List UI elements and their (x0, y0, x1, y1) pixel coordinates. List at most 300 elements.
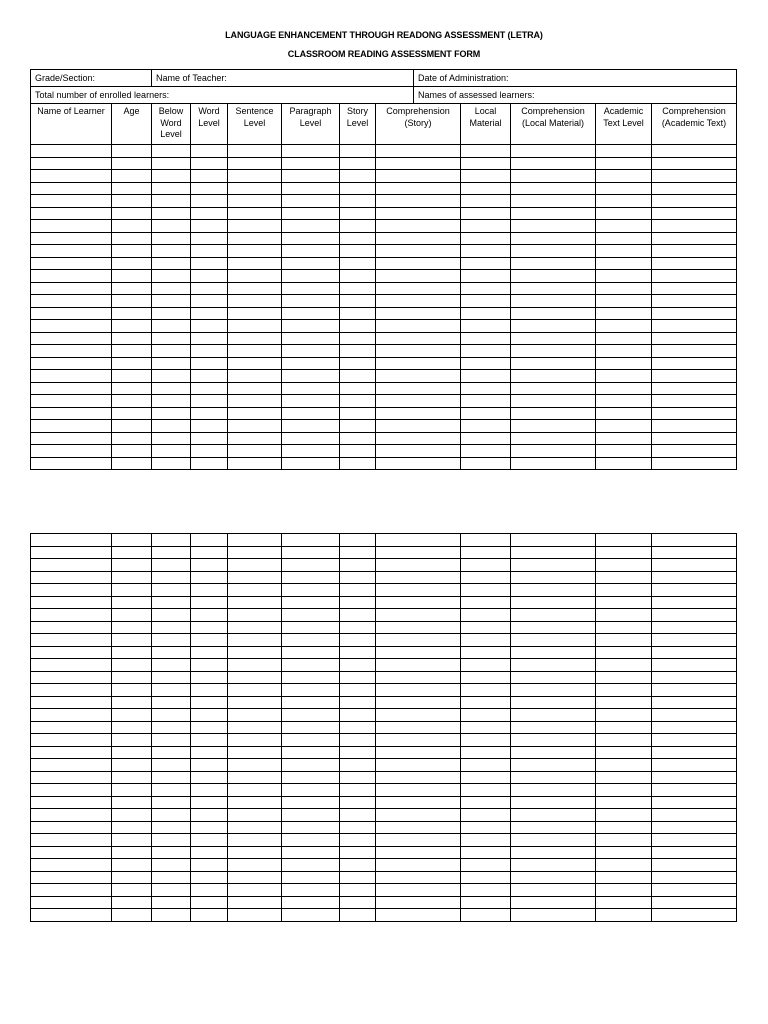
table-cell[interactable] (228, 546, 282, 559)
table-cell[interactable] (652, 320, 737, 333)
table-cell[interactable] (340, 759, 376, 772)
table-cell[interactable] (511, 307, 596, 320)
table-cell[interactable] (282, 909, 340, 922)
table-cell[interactable] (461, 432, 511, 445)
table-cell[interactable] (112, 671, 152, 684)
table-cell[interactable] (152, 634, 191, 647)
table-cell[interactable] (152, 709, 191, 722)
table-cell[interactable] (652, 382, 737, 395)
table-cell[interactable] (228, 382, 282, 395)
table-cell[interactable] (511, 796, 596, 809)
table-cell[interactable] (376, 721, 461, 734)
table-cell[interactable] (376, 659, 461, 672)
table-cell[interactable] (112, 659, 152, 672)
table-cell[interactable] (340, 584, 376, 597)
table-cell[interactable] (652, 182, 737, 195)
table-cell[interactable] (191, 759, 228, 772)
table-cell[interactable] (152, 671, 191, 684)
table-cell[interactable] (191, 784, 228, 797)
table-cell[interactable] (596, 884, 652, 897)
table-cell[interactable] (511, 546, 596, 559)
table-cell[interactable] (652, 646, 737, 659)
table-cell[interactable] (461, 671, 511, 684)
table-cell[interactable] (340, 232, 376, 245)
table-cell[interactable] (112, 157, 152, 170)
table-cell[interactable] (340, 784, 376, 797)
table-cell[interactable] (228, 771, 282, 784)
table-cell[interactable] (191, 307, 228, 320)
table-cell[interactable] (152, 457, 191, 470)
table-cell[interactable] (376, 896, 461, 909)
table-cell[interactable] (191, 420, 228, 433)
table-cell[interactable] (340, 671, 376, 684)
table-cell[interactable] (112, 634, 152, 647)
table-cell[interactable] (376, 909, 461, 922)
table-cell[interactable] (596, 407, 652, 420)
table-cell[interactable] (511, 909, 596, 922)
table-cell[interactable] (112, 721, 152, 734)
table-cell[interactable] (596, 746, 652, 759)
table-cell[interactable] (191, 909, 228, 922)
table-cell[interactable] (112, 457, 152, 470)
table-cell[interactable] (112, 332, 152, 345)
table-cell[interactable] (461, 407, 511, 420)
table-cell[interactable] (228, 709, 282, 722)
table-cell[interactable] (152, 684, 191, 697)
table-cell[interactable] (191, 709, 228, 722)
table-cell[interactable] (461, 270, 511, 283)
table-cell[interactable] (152, 771, 191, 784)
table-cell[interactable] (376, 307, 461, 320)
table-cell[interactable] (228, 407, 282, 420)
table-cell[interactable] (31, 821, 112, 834)
table-cell[interactable] (376, 671, 461, 684)
table-cell[interactable] (596, 859, 652, 872)
table-cell[interactable] (112, 395, 152, 408)
table-cell[interactable] (282, 859, 340, 872)
table-cell[interactable] (652, 445, 737, 458)
table-cell[interactable] (376, 420, 461, 433)
table-cell[interactable] (511, 207, 596, 220)
table-cell[interactable] (152, 145, 191, 158)
table-cell[interactable] (228, 145, 282, 158)
table-cell[interactable] (340, 809, 376, 822)
table-cell[interactable] (228, 659, 282, 672)
table-cell[interactable] (191, 382, 228, 395)
table-cell[interactable] (112, 232, 152, 245)
table-cell[interactable] (652, 596, 737, 609)
table-cell[interactable] (511, 634, 596, 647)
table-cell[interactable] (652, 834, 737, 847)
table-cell[interactable] (282, 846, 340, 859)
table-cell[interactable] (282, 896, 340, 909)
table-cell[interactable] (596, 534, 652, 547)
table-cell[interactable] (376, 759, 461, 772)
table-cell[interactable] (511, 457, 596, 470)
table-cell[interactable] (340, 257, 376, 270)
table-cell[interactable] (31, 846, 112, 859)
table-cell[interactable] (191, 846, 228, 859)
table-cell[interactable] (596, 245, 652, 258)
table-cell[interactable] (31, 370, 112, 383)
table-cell[interactable] (191, 659, 228, 672)
table-cell[interactable] (511, 370, 596, 383)
table-cell[interactable] (340, 195, 376, 208)
table-cell[interactable] (376, 370, 461, 383)
table-cell[interactable] (152, 821, 191, 834)
table-cell[interactable] (191, 546, 228, 559)
table-cell[interactable] (596, 370, 652, 383)
table-cell[interactable] (228, 207, 282, 220)
table-cell[interactable] (152, 809, 191, 822)
table-cell[interactable] (376, 734, 461, 747)
table-cell[interactable] (511, 721, 596, 734)
table-cell[interactable] (376, 232, 461, 245)
table-cell[interactable] (112, 182, 152, 195)
table-cell[interactable] (191, 559, 228, 572)
table-cell[interactable] (152, 407, 191, 420)
assessed-learners-field[interactable]: Names of assessed learners: (414, 87, 737, 104)
table-cell[interactable] (652, 232, 737, 245)
table-cell[interactable] (461, 634, 511, 647)
table-cell[interactable] (228, 295, 282, 308)
table-cell[interactable] (511, 696, 596, 709)
table-cell[interactable] (228, 834, 282, 847)
table-cell[interactable] (228, 534, 282, 547)
table-cell[interactable] (228, 621, 282, 634)
table-cell[interactable] (376, 245, 461, 258)
table-cell[interactable] (596, 332, 652, 345)
table-cell[interactable] (652, 884, 737, 897)
table-cell[interactable] (31, 395, 112, 408)
table-cell[interactable] (112, 809, 152, 822)
table-cell[interactable] (228, 332, 282, 345)
table-cell[interactable] (228, 182, 282, 195)
table-cell[interactable] (31, 909, 112, 922)
table-cell[interactable] (31, 357, 112, 370)
table-cell[interactable] (461, 282, 511, 295)
table-cell[interactable] (228, 571, 282, 584)
table-cell[interactable] (596, 759, 652, 772)
table-cell[interactable] (652, 370, 737, 383)
table-cell[interactable] (652, 809, 737, 822)
table-cell[interactable] (191, 884, 228, 897)
table-cell[interactable] (376, 257, 461, 270)
table-cell[interactable] (652, 270, 737, 283)
table-cell[interactable] (652, 896, 737, 909)
table-cell[interactable] (31, 320, 112, 333)
table-cell[interactable] (191, 245, 228, 258)
table-cell[interactable] (112, 771, 152, 784)
table-cell[interactable] (228, 784, 282, 797)
table-cell[interactable] (31, 559, 112, 572)
table-cell[interactable] (31, 270, 112, 283)
table-cell[interactable] (31, 420, 112, 433)
table-cell[interactable] (152, 621, 191, 634)
table-cell[interactable] (112, 195, 152, 208)
table-cell[interactable] (228, 796, 282, 809)
table-cell[interactable] (31, 546, 112, 559)
table-cell[interactable] (652, 571, 737, 584)
table-cell[interactable] (652, 559, 737, 572)
table-cell[interactable] (112, 684, 152, 697)
table-cell[interactable] (228, 395, 282, 408)
table-cell[interactable] (112, 784, 152, 797)
table-cell[interactable] (228, 859, 282, 872)
table-cell[interactable] (152, 834, 191, 847)
table-cell[interactable] (31, 896, 112, 909)
table-cell[interactable] (461, 559, 511, 572)
table-cell[interactable] (31, 871, 112, 884)
table-cell[interactable] (652, 432, 737, 445)
table-cell[interactable] (31, 721, 112, 734)
table-cell[interactable] (511, 659, 596, 672)
table-cell[interactable] (191, 345, 228, 358)
table-cell[interactable] (191, 170, 228, 183)
table-cell[interactable] (596, 696, 652, 709)
table-cell[interactable] (228, 609, 282, 622)
table-cell[interactable] (191, 571, 228, 584)
table-cell[interactable] (191, 282, 228, 295)
table-cell[interactable] (461, 609, 511, 622)
table-cell[interactable] (461, 721, 511, 734)
table-cell[interactable] (282, 584, 340, 597)
table-cell[interactable] (340, 771, 376, 784)
table-cell[interactable] (228, 320, 282, 333)
table-cell[interactable] (652, 345, 737, 358)
table-cell[interactable] (228, 307, 282, 320)
table-cell[interactable] (191, 821, 228, 834)
table-cell[interactable] (461, 307, 511, 320)
table-cell[interactable] (652, 295, 737, 308)
table-cell[interactable] (112, 571, 152, 584)
table-cell[interactable] (31, 571, 112, 584)
table-cell[interactable] (596, 257, 652, 270)
table-cell[interactable] (282, 671, 340, 684)
table-cell[interactable] (652, 420, 737, 433)
table-cell[interactable] (596, 170, 652, 183)
table-cell[interactable] (112, 245, 152, 258)
table-cell[interactable] (191, 584, 228, 597)
table-cell[interactable] (152, 382, 191, 395)
table-cell[interactable] (511, 420, 596, 433)
table-cell[interactable] (376, 596, 461, 609)
table-cell[interactable] (282, 382, 340, 395)
table-cell[interactable] (112, 896, 152, 909)
table-cell[interactable] (282, 207, 340, 220)
table-cell[interactable] (511, 345, 596, 358)
table-cell[interactable] (282, 270, 340, 283)
table-cell[interactable] (191, 771, 228, 784)
table-cell[interactable] (596, 621, 652, 634)
table-cell[interactable] (511, 320, 596, 333)
table-cell[interactable] (282, 646, 340, 659)
table-cell[interactable] (340, 846, 376, 859)
table-cell[interactable] (376, 696, 461, 709)
table-cell[interactable] (31, 746, 112, 759)
table-cell[interactable] (152, 445, 191, 458)
table-cell[interactable] (652, 307, 737, 320)
table-cell[interactable] (191, 357, 228, 370)
table-cell[interactable] (461, 571, 511, 584)
table-cell[interactable] (31, 884, 112, 897)
table-cell[interactable] (596, 220, 652, 233)
table-cell[interactable] (152, 796, 191, 809)
table-cell[interactable] (511, 282, 596, 295)
table-cell[interactable] (511, 295, 596, 308)
table-cell[interactable] (340, 596, 376, 609)
table-cell[interactable] (596, 809, 652, 822)
table-cell[interactable] (31, 859, 112, 872)
table-cell[interactable] (282, 407, 340, 420)
table-cell[interactable] (31, 332, 112, 345)
table-cell[interactable] (376, 182, 461, 195)
table-cell[interactable] (511, 220, 596, 233)
table-cell[interactable] (152, 157, 191, 170)
table-cell[interactable] (461, 295, 511, 308)
table-cell[interactable] (596, 182, 652, 195)
table-cell[interactable] (191, 295, 228, 308)
table-cell[interactable] (461, 896, 511, 909)
table-cell[interactable] (31, 382, 112, 395)
table-cell[interactable] (31, 671, 112, 684)
table-cell[interactable] (596, 634, 652, 647)
table-cell[interactable] (31, 796, 112, 809)
table-cell[interactable] (596, 420, 652, 433)
table-cell[interactable] (461, 457, 511, 470)
table-cell[interactable] (376, 457, 461, 470)
table-cell[interactable] (152, 195, 191, 208)
table-cell[interactable] (152, 534, 191, 547)
table-cell[interactable] (282, 721, 340, 734)
table-cell[interactable] (511, 896, 596, 909)
table-cell[interactable] (112, 834, 152, 847)
table-cell[interactable] (282, 220, 340, 233)
table-cell[interactable] (191, 534, 228, 547)
table-cell[interactable] (31, 282, 112, 295)
table-cell[interactable] (596, 457, 652, 470)
table-cell[interactable] (376, 871, 461, 884)
table-cell[interactable] (596, 195, 652, 208)
table-cell[interactable] (461, 809, 511, 822)
table-cell[interactable] (282, 609, 340, 622)
table-cell[interactable] (152, 357, 191, 370)
date-of-administration-field[interactable]: Date of Administration: (414, 70, 737, 87)
table-cell[interactable] (461, 207, 511, 220)
table-cell[interactable] (152, 282, 191, 295)
table-cell[interactable] (461, 709, 511, 722)
table-cell[interactable] (652, 771, 737, 784)
table-cell[interactable] (376, 834, 461, 847)
table-cell[interactable] (596, 721, 652, 734)
table-cell[interactable] (340, 220, 376, 233)
table-cell[interactable] (152, 596, 191, 609)
table-cell[interactable] (191, 646, 228, 659)
table-cell[interactable] (461, 834, 511, 847)
table-cell[interactable] (596, 345, 652, 358)
table-cell[interactable] (191, 721, 228, 734)
table-cell[interactable] (461, 220, 511, 233)
table-cell[interactable] (228, 734, 282, 747)
table-cell[interactable] (461, 884, 511, 897)
table-cell[interactable] (282, 809, 340, 822)
table-cell[interactable] (31, 295, 112, 308)
table-cell[interactable] (282, 796, 340, 809)
table-cell[interactable] (596, 282, 652, 295)
table-cell[interactable] (461, 784, 511, 797)
table-cell[interactable] (31, 220, 112, 233)
table-cell[interactable] (31, 759, 112, 772)
table-cell[interactable] (152, 909, 191, 922)
table-cell[interactable] (652, 909, 737, 922)
table-cell[interactable] (31, 696, 112, 709)
table-cell[interactable] (112, 407, 152, 420)
table-cell[interactable] (112, 646, 152, 659)
table-cell[interactable] (340, 871, 376, 884)
table-cell[interactable] (191, 220, 228, 233)
table-cell[interactable] (340, 559, 376, 572)
table-cell[interactable] (511, 257, 596, 270)
table-cell[interactable] (228, 445, 282, 458)
table-cell[interactable] (511, 709, 596, 722)
table-cell[interactable] (652, 357, 737, 370)
table-cell[interactable] (152, 846, 191, 859)
table-cell[interactable] (282, 395, 340, 408)
table-cell[interactable] (511, 270, 596, 283)
table-cell[interactable] (340, 382, 376, 395)
table-cell[interactable] (596, 909, 652, 922)
table-cell[interactable] (340, 634, 376, 647)
grade-section-field[interactable]: Grade/Section: (31, 70, 152, 87)
table-cell[interactable] (596, 709, 652, 722)
table-cell[interactable] (376, 395, 461, 408)
table-cell[interactable] (152, 871, 191, 884)
table-cell[interactable] (511, 771, 596, 784)
table-cell[interactable] (511, 382, 596, 395)
table-cell[interactable] (152, 759, 191, 772)
table-cell[interactable] (340, 821, 376, 834)
table-cell[interactable] (31, 182, 112, 195)
table-cell[interactable] (228, 270, 282, 283)
table-cell[interactable] (596, 145, 652, 158)
table-cell[interactable] (152, 232, 191, 245)
table-cell[interactable] (152, 207, 191, 220)
table-cell[interactable] (282, 534, 340, 547)
table-cell[interactable] (31, 457, 112, 470)
table-cell[interactable] (191, 596, 228, 609)
table-cell[interactable] (31, 432, 112, 445)
table-cell[interactable] (228, 846, 282, 859)
table-cell[interactable] (511, 432, 596, 445)
table-cell[interactable] (282, 295, 340, 308)
table-cell[interactable] (152, 307, 191, 320)
table-cell[interactable] (652, 759, 737, 772)
table-cell[interactable] (461, 357, 511, 370)
table-cell[interactable] (340, 534, 376, 547)
table-cell[interactable] (282, 457, 340, 470)
table-cell[interactable] (461, 145, 511, 158)
table-cell[interactable] (340, 157, 376, 170)
table-cell[interactable] (511, 245, 596, 258)
table-cell[interactable] (511, 357, 596, 370)
table-cell[interactable] (191, 871, 228, 884)
table-cell[interactable] (376, 157, 461, 170)
table-cell[interactable] (340, 357, 376, 370)
table-cell[interactable] (376, 684, 461, 697)
table-cell[interactable] (228, 245, 282, 258)
table-cell[interactable] (596, 571, 652, 584)
table-cell[interactable] (112, 420, 152, 433)
